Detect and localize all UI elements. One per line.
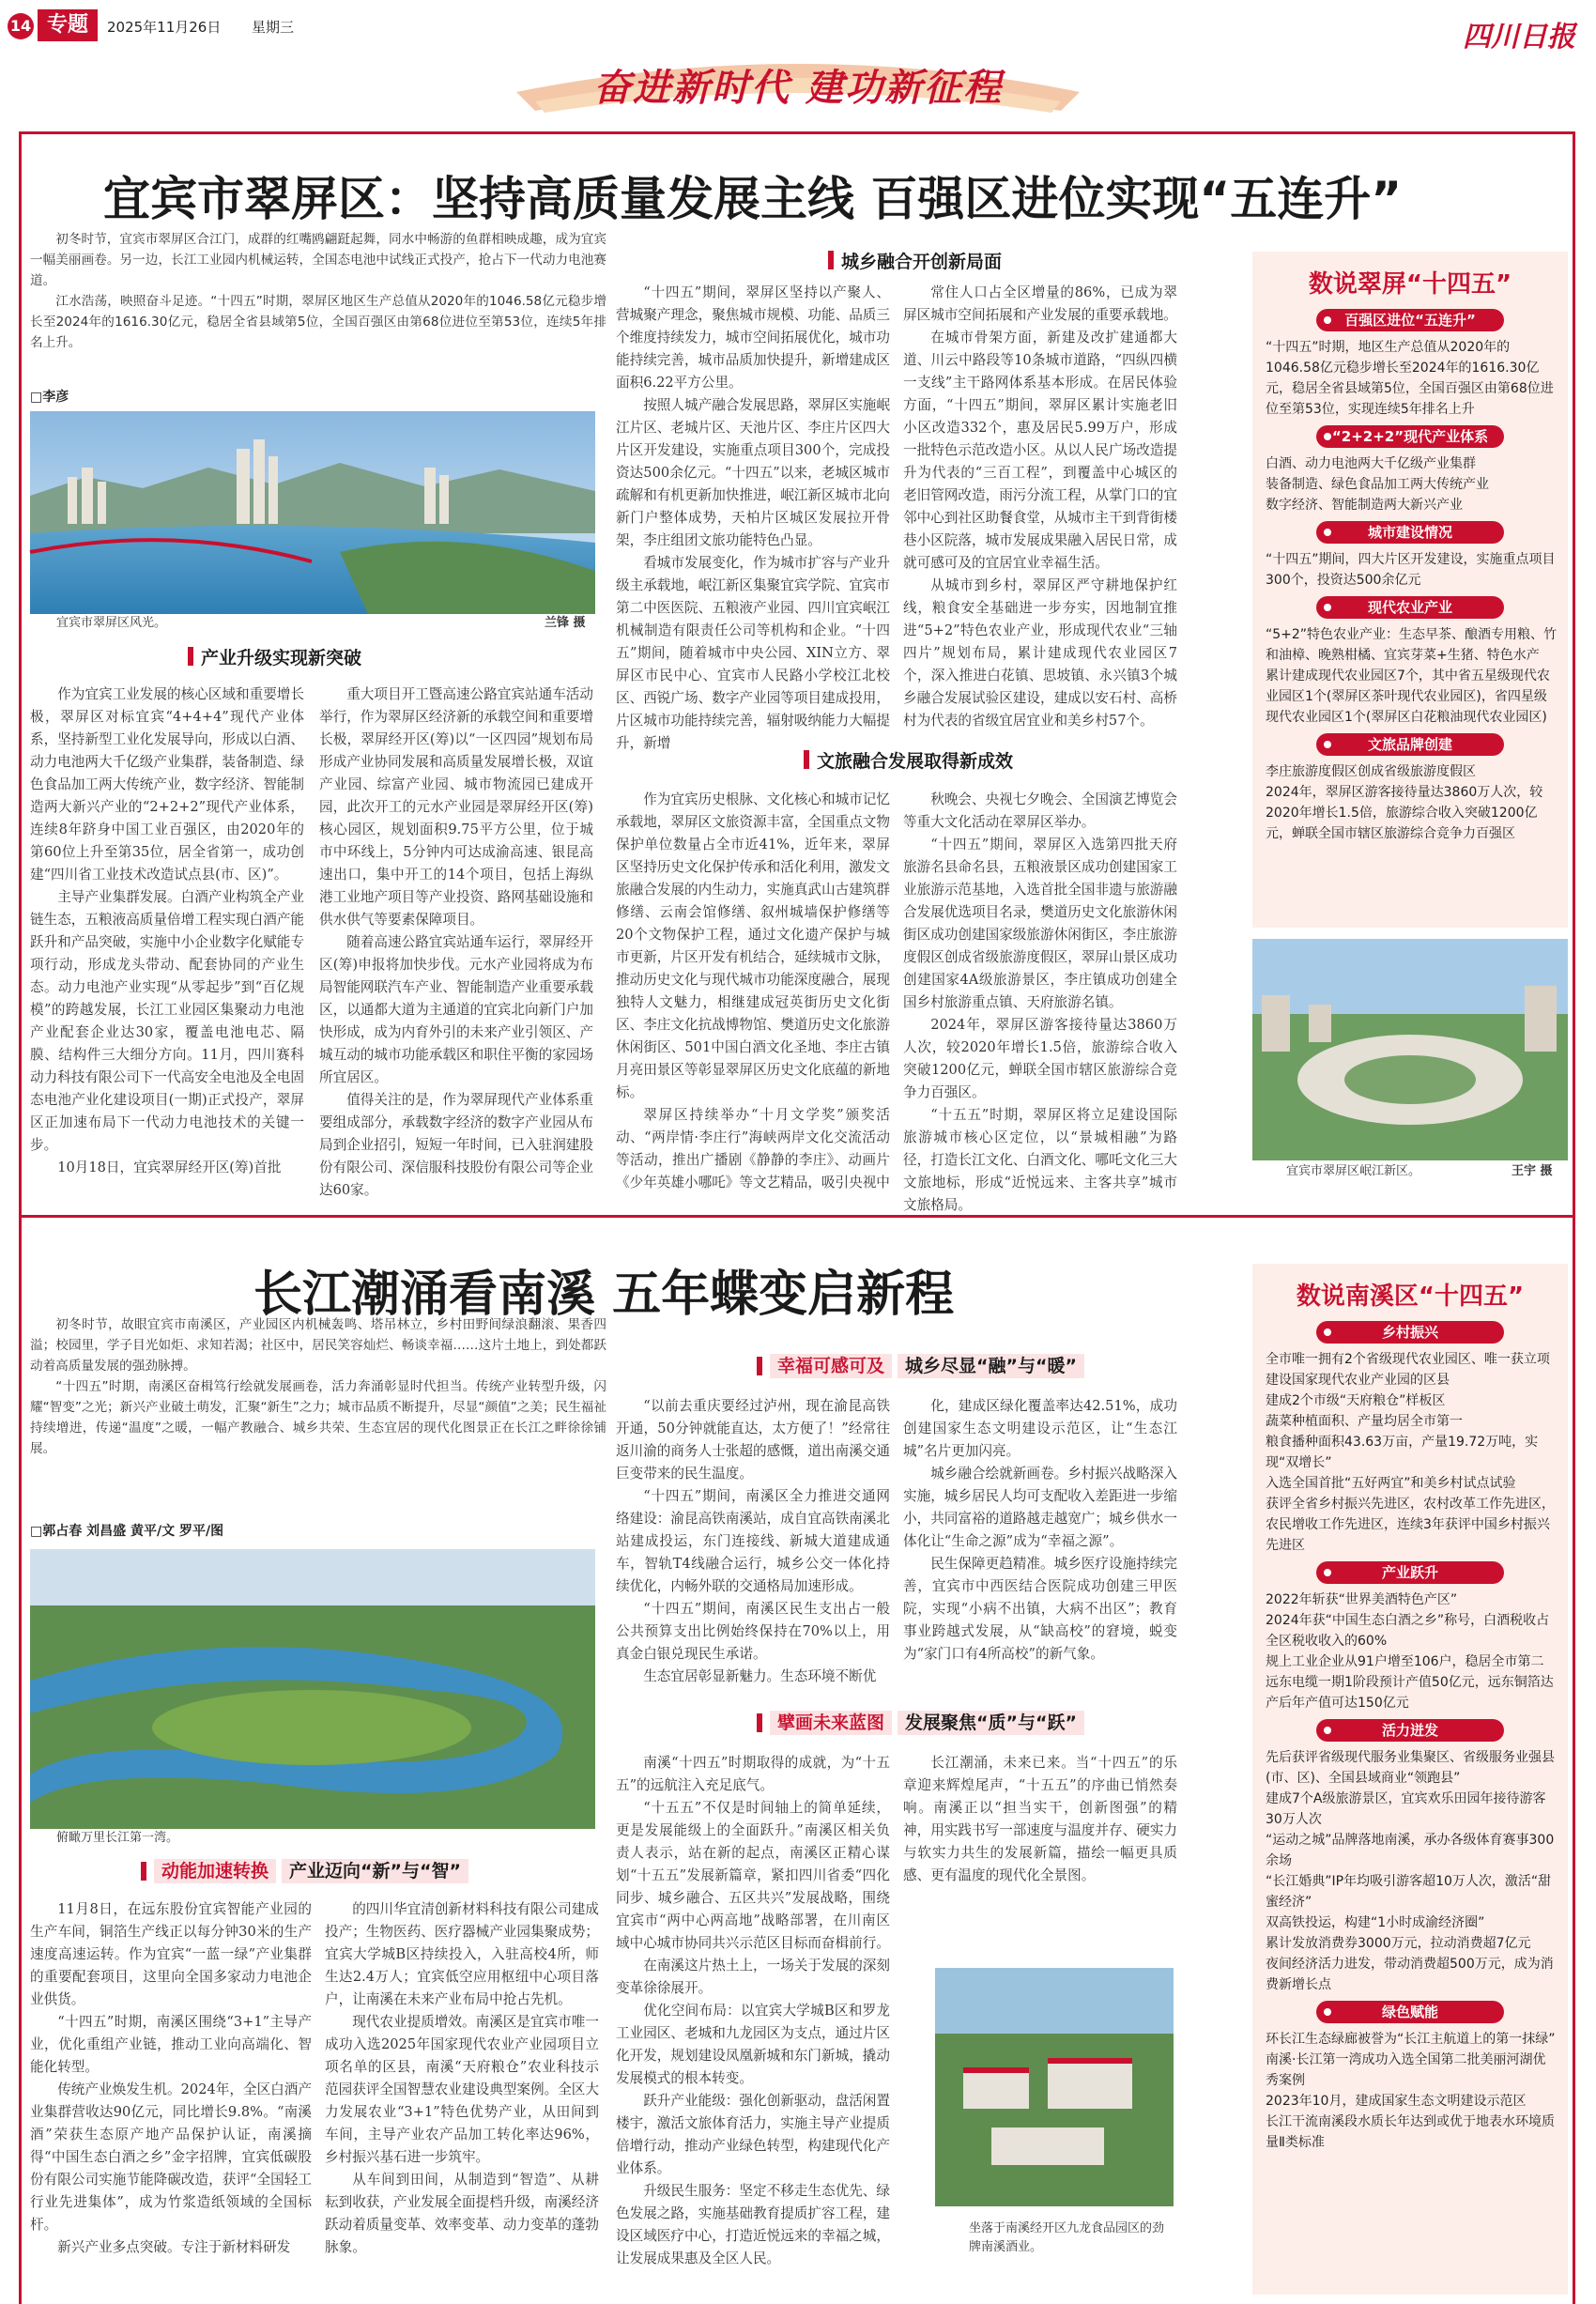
article2-column-4 [903, 1395, 1177, 1692]
sidebar-title: 数说翠屏“十四五” [1308, 270, 1512, 299]
paragraph: 按照人城产融合发展思路，翠屏区实施岷江片区、老城片区、天池片区、李庄片区四大片区开发建设，实施重点项目300个，完成投资达500余亿元。“十四五”以来，老城区城市疏解和有机更新加快推进，岷江新区城市北向新门户整体成势，天柏片区城区发展拉开骨架，李庄组团文旅功能特色凸显。 [616, 397, 890, 548]
article2-headline: 长江潮涌看南溪 五年蝶变启新程 [253, 1267, 955, 1323]
paragraph: 2024年，翠屏区游客接待量达3860万人次，较2020年增长1.5倍，旅游综合收入突破1200亿元，蝉联全国市辖区旅游综合竞争力百强区。 [903, 1017, 1177, 1100]
article1-photo-new-district [1252, 939, 1568, 1160]
sidebar-cuiping-stats [1252, 252, 1568, 928]
masthead: 四川日报 [1463, 21, 1575, 54]
subhead-bar [804, 750, 809, 769]
paragraph: 看城市发展变化，作为城市扩容与产业升级主承载地，岷江新区集聚宜宾学院、宜宾市第二中医医院、五粮液产业园、四川宜宾岷江机械制造有限责任公司等机构和企业。“十四五”期间，随着城市中央公园、XIN立方、翠屏区市民中心、宜宾市人民路小学校江北校区、西锐广场、数字产业园等项目建成投用，片区城市功能持续完善，辐射吸纳能力大幅提升，新增 [616, 555, 890, 751]
subhead-tag: 动能加速转换 [154, 1859, 276, 1883]
subhead-bar [757, 1713, 762, 1732]
sidebar-section-label: 产业跃升 [1316, 1561, 1504, 1584]
banner-title: 奋进新时代 建功新征程 [593, 66, 1003, 110]
sidebar-section-label: 活力迸发 [1316, 1719, 1504, 1742]
subhead-text: 文旅融合发展取得新成效 [817, 750, 1014, 772]
paragraph: 的四川华宜清创新材料科技有限公司建成投产；生物医药、医疗器械产业园集聚成势；宜宾大学城B区持续投入，入驻高校4所，师生达2.4万人；宜宾低空应用枢纽中心项目落户，让南溪在未来产业布局中抢占先机。 [325, 1901, 599, 2007]
sidebar-text: 双高铁投运，构建“1小时成渝经济圈” [1266, 1915, 1485, 1930]
paragraph: “十五五”时期，翠屏区将立足建设国际旅游城市核心区定位，以“景城相融”为路径，打造长江文化、白酒文化、哪吒文化三大文旅地标，形成“近悦远来、主客共享”城市文旅格局。 [903, 1107, 1177, 1213]
paragraph: 值得关注的是，作为翠屏现代产业体系重要组成部分，承载数字经济的数字产业园从布局到企业招引，短短一年时间，已入驻润建股份有限公司、深信服科技股份有限公司等企业达60家。 [319, 1092, 593, 1198]
paragraph: 新兴产业多点突破。专注于新材料研发 [57, 2239, 291, 2255]
intro-paragraph: 初冬时节，宜宾市翠屏区合江门，成群的红嘴鸥翩跹起舞，同水中畅游的鱼群相映成趣，成为宜宾一幅美丽画卷。另一边，长江工业园内机械运转，全国态电池中试线正式投产，抢占下一代动力电池赛道。 [30, 232, 606, 288]
article1-photo-caption: 宜宾市翠屏区风光。 [56, 616, 167, 630]
sidebar-text: 建成7个A级旅游景区，宜宾欢乐田园年接待游客30万人次 [1266, 1791, 1546, 1827]
paragraph: “十四五”期间，翠屏区坚持以产聚人、营城聚产理念，聚焦城市规模、功能、品质三个维度持续发力，城市空间拓展优化，城市功能持续完善，城市品质加快提升，新增建成区面积6.22平方公里。 [616, 284, 890, 391]
sidebar-nanxi-stats [1252, 1264, 1568, 2295]
subhead-bar [757, 1357, 762, 1375]
paragraph: 11月8日，在远东股份宜宾智能产业园的生产车间，铜箔生产线正以每分钟30米的生产速度高速运转。作为宜宾“一蓝一绿”产业集群的重要配套项目，这里向全国多家动力电池企业供货。 [30, 1901, 312, 2007]
sidebar-text: 长江干流南溪段水质长年达到或优于地表水环境质量Ⅱ类标准 [1266, 2114, 1555, 2150]
sidebar-section-label: 乡村振兴 [1316, 1321, 1504, 1344]
paragraph: 优化空间布局：以宜宾大学城B区和罗龙工业园区、老城和九龙园区为支点，通过片区化开发，规划建设凤凰新城和东门新城，撬动发展模式的根本转变。 [616, 2003, 890, 2086]
subhead-text: 产业升级实现新突破 [201, 647, 362, 668]
article2-subhead-future [757, 1711, 1084, 1735]
subhead-text: 产业迈向“新”与“智” [282, 1859, 468, 1883]
article1-column-1 [30, 684, 304, 1175]
paragraph: 跃升产业能级：强化创新驱动，盘活闲置楼宇，激活文旅体育活力，实施主导产业提质倍增行动，推动产业绿色转型，构建现代化产业体系。 [616, 2093, 890, 2176]
paragraph: 长江潮涌，未来已来。当“十四五”的乐章迎来辉煌尾声，“十五五”的序曲已悄然奏响。南溪正以“担当实干，创新图强”的精神，用实践书写一部速度与温度并存、硬实力与软实力共生的发展新篇，描绘一幅更具质感、更有温度的现代化全景图。 [903, 1755, 1177, 1883]
article1-photo-credit: 兰锋 摄 [545, 616, 586, 630]
page-number-badge: 14 [8, 13, 34, 39]
article2-photo2-caption: 坐落于南溪经开区九龙食品园区的劲牌南溪酒业。 [969, 2221, 1165, 2254]
paragraph: 在南溪这片热土上，一场关于发展的深刻变革徐徐展开。 [616, 1958, 890, 1996]
article2-subhead-momentum [141, 1859, 468, 1883]
sidebar-section-label: 百强区进位“五连升” [1316, 309, 1504, 331]
sidebar-section-label: “2+2+2”现代产业体系 [1316, 425, 1504, 448]
subhead-bar [141, 1862, 146, 1881]
article1-column-4 [903, 282, 1177, 729]
header-rule [19, 131, 1575, 134]
article1-photo-cityscape [30, 411, 595, 614]
sidebar-text: 全市唯一拥有2个省级现代农业园区、唯一获立项建设国家现代农业产业园的区县 [1266, 1352, 1550, 1388]
sidebar-text: 2024年获“中国生态白酒之乡”称号，白酒税收占全区税收收入的60% [1266, 1613, 1550, 1649]
subhead-text: 城乡尽显“融”与“暖” [898, 1354, 1084, 1378]
sidebar-text: 1046.58亿元稳步增长至2024年的1616.30亿元，稳居全省县域第5位，全国百强区由第68位进位至第53位，实现连续5年排名上升 [1266, 361, 1554, 417]
intro-paragraph: 江水浩荡，映照奋斗足迹。“十四五”时期，翠屏区地区生产总值从2020年的1046.58亿元稳步增长至2024年的1616.30亿元，稳居全省县域第5位，全国百强区由第68位进位至第53位，连续5年排名上升。 [30, 294, 606, 350]
subhead-bar [188, 647, 193, 666]
paragraph: 常住人口占全区增量的86%，已成为翠屏区城市空间拓展和产业发展的重要承载地。 [903, 284, 1177, 323]
subhead-tag: 幸福可感可及 [770, 1354, 892, 1378]
article1-byline: □李彦 [30, 390, 69, 405]
intro-paragraph: 初冬时节，故眼宜宾市南溪区，产业园区内机械轰鸣、塔吊林立，乡村田野间绿浪翻滚、果香四溢；校园里，学子目光如炬、求知若渴；社区中，居民笑容灿烂、畅谈幸福……这片土地上，到处都跃动着高质量发展的强劲脉搏。 [30, 1317, 606, 1374]
paragraph: 翠屏区持续举办“十月文学奖”颁奖活动、“两岸情·李庄行”海峡两岸文化交流活动等活动，推出广播剧《静静的李庄》、动画片《少年英雄小哪吒》等文艺精品，吸引央视中 [616, 1107, 890, 1190]
intro-paragraph: “十四五”时期，南溪区奋楫笃行绘就发展画卷，活力奔涌彰显时代担当。传统产业转型升级，闪耀“智变”之光；新兴产业破土萌发，汇聚“新生”之力；城市品质不断提升，尽显“颜值”之美；民生福祉持续增进，传递“温度”之暖，一幅产教融合、城乡共荣、生态宜居的现代化图景正在长江之畔徐徐铺展。 [30, 1379, 606, 1456]
sidebar-text: “运动之城”品牌落地南溪，承办各级体育赛事300余场 [1266, 1833, 1555, 1868]
section-label: 专题 [38, 9, 98, 41]
sidebar-text: 环长江生态绿廊被誉为“长江主航道上的第一抹绿” [1266, 2032, 1556, 2047]
sidebar-title: 数说南溪区“十四五” [1296, 1283, 1525, 1311]
article1-photo2-caption: 宜宾市翠屏区岷江新区。 [1286, 1164, 1421, 1178]
paragraph: 升级民生服务：坚定不移走生态优先、绿色发展之路，实施基础教育提质扩容工程，建设区域医疗中心，打造近悦远来的幸福之城，让发展成果惠及全区人民。 [616, 2183, 890, 2266]
article1-headline: 宜宾市翠屏区：坚持高质量发展主线 百强区进位实现“五连升” [103, 172, 1403, 226]
article2-column-2 [325, 1898, 599, 2293]
paragraph: “十四五”期间，南溪区全力推进交通网络建设：渝昆高铁南溪站，成自宜高铁南溪北站建成投运，东门连接线、新城大道建成通车，智轨T4线融合运行，城乡公交一体化持续优化，内畅外联的交通格局加速形成。 [616, 1488, 890, 1594]
article1-column-6 [903, 789, 1177, 1213]
sidebar-section-label: 绿色赋能 [1316, 2001, 1504, 2023]
paragraph: 城乡融合绘就新画卷。乡村振兴战略深入实施，城乡居民人均可支配收入差距进一步缩小，共同富裕的道路越走越宽广；城乡供水一体化让“生命之源”成为“幸福之源”。 [903, 1466, 1177, 1549]
paragraph: 民生保障更趋精准。城乡医疗设施持续完善，宜宾市中西医结合医院成功创建三甲医院，实现“小病不出镇，大病不出区”；教育事业跨越式发展，从“缺高校”的窘境，蜕变为“家门口有4所高校”的新气象。 [903, 1556, 1177, 1662]
sidebar-text: “十四五”期间，四大片区开发建设，实施重点项目300个，投资达500余亿元 [1266, 552, 1556, 588]
left-frame [19, 131, 22, 2304]
sidebar-section-label: 文旅品牌创建 [1316, 733, 1504, 756]
article1-photo2-credit: 王宇 摄 [1512, 1164, 1553, 1178]
paragraph: 传统产业焕发生机。2024年，全区白酒产业集群营收达90亿元，同比增长9.8%。“南溪酒”荣获生态原产地产品保护认证，南溪摘得“中国生态白酒之乡”金字招牌，宜宾低碳股份有限公司实施节能降碳改造，获评“全国轻工行业先进集体”，成为竹浆造纸领域的全国标杆。 [30, 2081, 312, 2233]
subhead-tag: 擘画未来蓝图 [770, 1711, 892, 1735]
article2-column-1 [30, 1898, 312, 2293]
article2-photo-caption: 俯瞰万里长江第一湾。 [56, 1831, 179, 1845]
subhead-bar [828, 251, 834, 269]
sidebar-text: 获评全省乡村振兴先进区，农村改革工作先进区，农民增收工作先进区，连续3年获评中国乡村振兴先进区 [1266, 1497, 1555, 1553]
paragraph: “十四五”期间，翠屏区入选第四批天府旅游名县命名县，五粮液景区成功创建国家工业旅游示范基地，入选首批全国非遗与旅游融合发展优选项目名录，樊道历史文化旅游休闲街区成功创建国家级旅游休闲街区，李庄旅游度假区创成省级旅游度假区，翠屏山景区成功创建国家4A级旅游景区，李庄镇成功创建全国乡村旅游重点镇、天府旅游名镇。 [903, 837, 1177, 1010]
sidebar-text: 2023年10月，建成国家生态文明建设示范区 [1266, 2094, 1527, 2109]
sidebar-text: 南溪·长江第一湾成功入选全国第二批美丽河湖优秀案例 [1266, 2052, 1546, 2088]
paragraph: 重大项目开工暨高速公路宜宾站通车活动举行，作为翠屏区经济新的承载空间和重要增长极，翠屏经开区(筹)以“一区四园”规划布局形成产业协同发展和高质量发展增长极，双谊产业园、综富产业园、城市物流园已建成开园，此次开工的元水产业园是翠屏经开区(筹)核心园区，规划面积9.75平方公里，位于城市中环线上，5分钟内可达成渝高速、银昆高速出口，集中开工的14个项目，包括上海纵港工业地产项目等产业投资、路网基础设施和供水供气等要素保障项目。 [319, 686, 593, 928]
sidebar-text: 李庄旅游度假区创成省级旅游度假区 [1266, 764, 1476, 779]
sidebar-text: 蔬菜种植面积、产量均居全市第一 [1266, 1414, 1463, 1429]
article2-column-5 [616, 1752, 890, 2293]
subhead-text: 发展聚焦“质”与“跃” [898, 1711, 1084, 1735]
sidebar-text: 2024年，翠屏区游客接待量达3860万人次，较2020年增长1.5倍，旅游综合收入突破1200亿元，蝉联全国市辖区旅游综合竞争力百强区 [1266, 785, 1543, 841]
sidebar-text: 累计建成现代农业园区7个，其中省五星级现代农业园区1个(翠屏区茶叶现代农业园区)，省四星级现代农业园区1个(翠屏区白花粮油现代农业园区) [1266, 668, 1550, 725]
paragraph: 从城市到乡村，翠屏区严守耕地保护红线，粮食安全基础进一步夯实，因地制宜推进“5+2”特色农业产业，形成现代农业“三轴四片”规划布局，累计建成现代农业园区7个，深入推进白花镇、思坡镇、永兴镇3个城乡融合发展试验区建设，建成以安石村、高桥村为代表的省级宜居宜业和美乡村57个。 [903, 577, 1177, 729]
sidebar-text: 建成2个市级“天府粮仓”样板区 [1266, 1393, 1446, 1408]
issue-date: 2025年11月26日 [107, 19, 222, 36]
paragraph: 南溪“十四五”时期取得的成就，为“十五五”的远航注入充足底气。 [616, 1755, 890, 1793]
sidebar-text: 数字经济、智能制造两大新兴产业 [1266, 498, 1463, 513]
sidebar-text: 装备制造、绿色食品加工两大传统产业 [1266, 477, 1489, 492]
sidebar-text: 夜间经济活力进发，带动消费超500万元，成为消费新增长点 [1266, 1957, 1554, 1992]
paragraph: 随着高速公路宜宾站通车运行，翠屏经开区(筹)申报将加快步伐。元水产业园将成为布局智能网联汽车产业、智能制造产业重要承载区，以通都大道为主通道的宜宾北向新门户加快形成，成为内育外引的未来产业引领区、产城互动的城市功能承载区和职住平衡的家园场所宜居区。 [319, 934, 593, 1085]
article2-photo-river-bend [30, 1549, 595, 1829]
sidebar-section-label: 现代农业产业 [1316, 596, 1504, 619]
sidebar-text: 先后获评省级现代服务业集聚区、省级服务业强县(市、区)、全国县域商业“领跑县” [1266, 1750, 1555, 1786]
sidebar-section-label: 城市建设情况 [1316, 521, 1504, 544]
sidebar-text: 白酒、动力电池两大千亿级产业集群 [1266, 456, 1476, 471]
paragraph: 从车间到田间，从制造到“智造”、从耕耘到收获，产业发展全面提档升级，南溪经济跃动着质量变革、效率变革、动力变革的蓬勃脉象。 [325, 2172, 599, 2255]
sidebar-text: 粮食播种面积43.63万亩，产量19.72万吨，实现“双增长” [1266, 1435, 1539, 1470]
sidebar-text: 累计发放消费券3000万元，拉动消费超7亿元 [1266, 1936, 1531, 1951]
article2-column-6 [903, 1752, 1177, 1940]
paragraph: 秋晚会、央视七夕晚会、全国演艺博览会等重大文化活动在翠屏区举办。 [903, 791, 1177, 830]
issue-weekday: 星期三 [252, 19, 295, 36]
article1-column-5 [616, 789, 890, 1190]
right-frame [1573, 131, 1575, 2304]
sidebar-text: 远东电缆一期1阶段预计产值50亿元，远东铜箔达产后年产值可达150亿元 [1266, 1675, 1554, 1711]
article1-subhead-urban [828, 248, 1002, 272]
subhead-text: 城乡融合开创新局面 [841, 251, 1003, 272]
article1-subhead-industry [188, 644, 361, 668]
article2-byline: □郭占春 刘昌盛 黄平/文 罗平/图 [30, 1524, 224, 1539]
paragraph: 作为宜宾历史根脉、文化核心和城市记忆承载地，翠屏区文旅资源丰富，全国重点文物保护单位数量占全市近41%，近年来，翠屏区坚持历史文化保护传承和活化利用，激发文旅融合发展的内生动力，实施真武山古建筑群修缮、云南会馆修缮、叙州城墙保护修缮等20个文物保护工程，通过文化遗产保护与城市更新，片区开发有机结合，延续城市文脉，推动历史文化与现代城市功能深度融合，展现独特人文魅力，相继建成冠英街历史文化街区、李庄文化抗战博物馆、樊道历史文化旅游休闲街区、501中国白酒文化圣地、李庄古镇月亮田景区等彰显翠屏区历史文化底蕴的新地标。 [616, 791, 890, 1100]
article1-subhead-culture [804, 747, 1013, 772]
sidebar-text: “十四五”时期，地区生产总值从2020年的 [1266, 340, 1511, 355]
paragraph: “以前去重庆要经过泸州，现在渝昆高铁开通，50分钟就能直达，太方便了！”经常往返川渝的商务人士张超的感慨，道出南溪交通巨变带来的民生温度。 [616, 1398, 890, 1482]
paragraph: 主导产业集群发展。白酒产业构筑全产业链生态，五粮液高质量倍增工程实现白酒产能跃升和产品突破，实施中小企业数字化赋能专项行动，形成龙头带动、配套协同的产业生态。动力电池产业实现“从零起步”到“百亿规模”的跨越发展，长江工业园区集聚动力电池产业配套企业达30家，覆盖电池电芯、隔膜、结构件三大细分方向。11月，四川赛科动力科技有限公司下一代高安全电池及全电固态电池产业化建设项目(一期)正式投产，翠屏区正加速布局下一代动力电池技术的关键一步。 [30, 889, 304, 1153]
article2-column-3 [616, 1395, 890, 1692]
article2-photo-industrial-park [935, 1968, 1174, 2206]
article-separator [19, 1215, 1575, 1218]
paragraph: “十四五”时期，南溪区围绕“3+1”主导产业，优化重组产业链，推动工业向高端化、智能化转型。 [30, 2014, 312, 2075]
paragraph: 10月18日，宜宾翠屏经开区(筹)首批 [57, 1160, 282, 1175]
sidebar-text: 规上工业企业从91户增至106户，稳居全市第二 [1266, 1654, 1544, 1669]
paragraph: “十五五”不仅是时间轴上的简单延续，更是发展能级上的全面跃升。”南溪区相关负责人表示，站在新的起点，南溪区正精心谋划“十五五”发展新篇章，紧扣四川省委“四化同步、城乡融合、五区共兴”发展战略，围绕宜宾市“两中心两高地”战略部署，在川南区域中心城市协同共兴示范区目标而奋楫前行。 [616, 1800, 890, 1951]
article1-intro [30, 229, 606, 353]
sidebar-text: 入选全国首批“五好两宜”和美乡村试点试验 [1266, 1476, 1516, 1491]
article2-intro [30, 1314, 606, 1459]
paragraph: 现代农业提质增效。南溪区是宜宾市唯一成功入选2025年国家现代农业产业园项目立项名单的区县，南溪“天府粮仓”农业科技示范园获评全国智慧农业建设典型案例。全区大力发展农业“3+1”特色优势产业，从田间到车间，主导产业农产品加工转化率达96%，乡村振兴基石进一步筑牢。 [325, 2014, 599, 2165]
article2-subhead-happiness [757, 1354, 1084, 1378]
paragraph: 作为宜宾工业发展的核心区域和重要增长极，翠屏区对标宜宾“4+4+4”现代产业体系，坚持新型工业化发展导向，形成以白酒、动力电池两大千亿级产业集群，装备制造、绿色食品加工两大传统产业，数字经济、智能制造两大新兴产业的“2+2+2”现代产业体系，连续8年跻身中国工业百强区，由2020年的第60位上升至第35位，居全省第一，成功创建“四川省工业技术改造试点县(市、区)”。 [30, 686, 304, 883]
sidebar-text: “5+2”特色农业产业：生态早茶、酿酒专用粮、竹和油樟、晚熟柑橘、宜宾芽菜+生猪、特色水产 [1266, 627, 1558, 663]
sidebar-text: 2022年斩获“世界美酒特色产区” [1266, 1592, 1458, 1607]
paragraph: 化，建成区绿化覆盖率达42.51%，成功创建国家生态文明建设示范区，让“生态江城”名片更加闪亮。 [903, 1398, 1177, 1459]
sidebar-text: “长江婚典”IP年均吸引游客超10万人次，激活“甜蜜经济” [1266, 1874, 1552, 1910]
paragraph: 在城市骨架方面，新建及改扩建通都大道、川云中路段等10条城市道路，“四纵四横一支线”主干路网体系基本形成。在居民体验方面，“十四五”期间，翠屏区累计实施老旧小区改造332个，惠及居民5.99万户，形成一批特色示范改造小区。从以人民广场改造提升为代表的“三百工程”，到覆盖中心城区的老旧管网改造，雨污分流工程，从掌门口的宜邻中心到社区助餐食堂，从城市主干到背街楼巷小区院落，城市发展成果融入居民日常，成就可感可及的宜居宜业幸福生活。 [903, 330, 1177, 571]
article1-column-2 [319, 684, 593, 1198]
paragraph: 生态宜居彰显新魅力。生态环境不断优 [643, 1668, 877, 1684]
article1-column-3 [616, 282, 890, 751]
paragraph: “十四五”期间，南溪区民生支出占一般公共预算支出比例始终保持在70%以上，用真金白银兑现民生承诺。 [616, 1601, 890, 1662]
